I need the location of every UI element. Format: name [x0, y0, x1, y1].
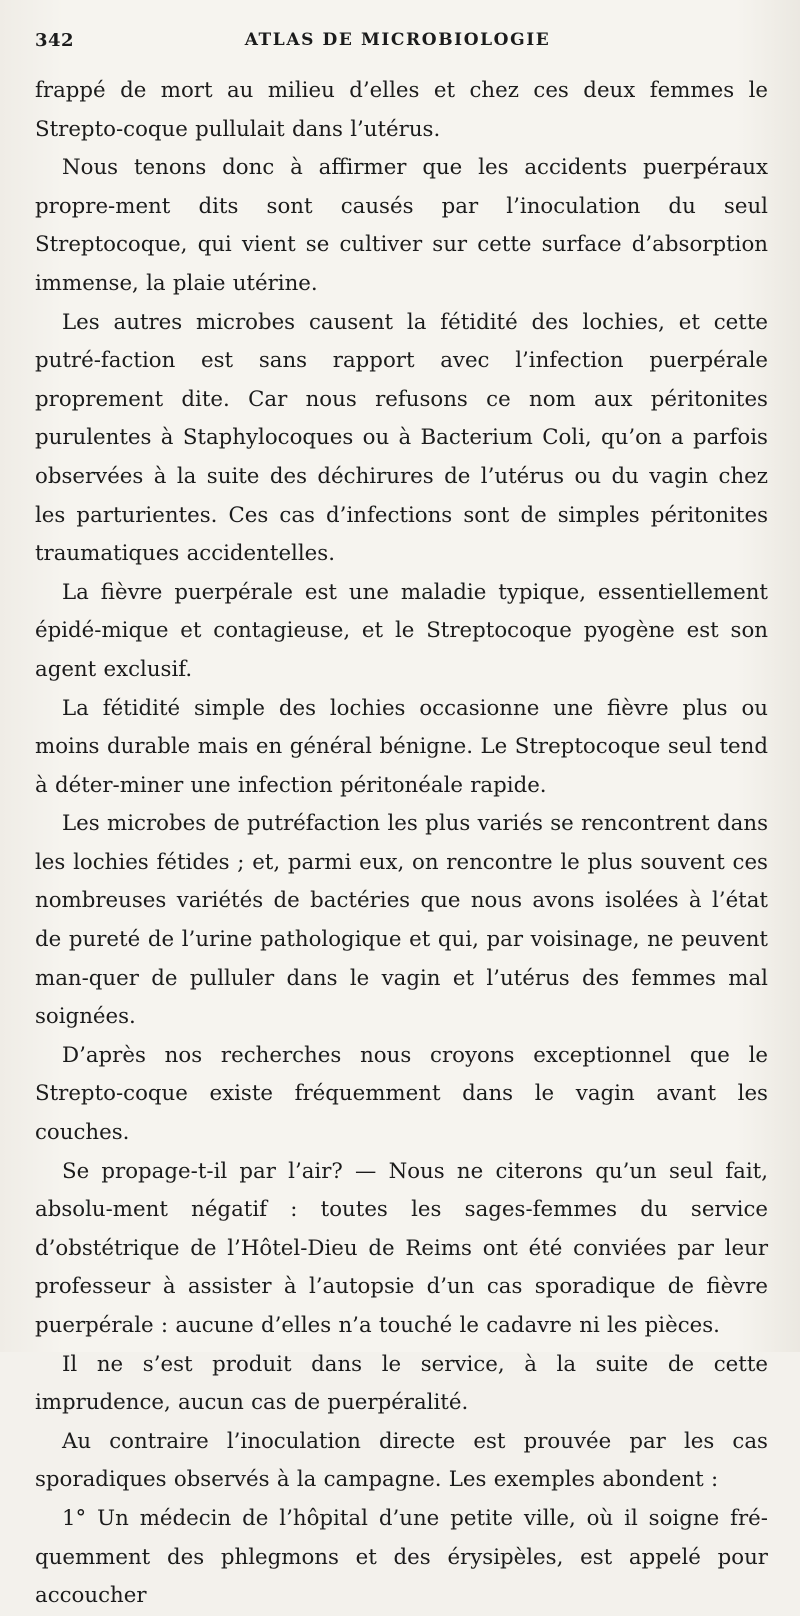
paragraph: Au contraire l’inoculation directe est prouvée par les cas sporadiques observés à la campagne. Les exemples abondent : [35, 1428, 768, 1493]
paragraph: Les autres microbes causent la fétidité des lochies, et cette putré-faction est sans rapport avec l’infection puerpérale proprement dite. Car nous refusons ce nom aux péritonites purulentes à Staphylocoques ou à Bacterium Coli, qu’on a parfois observées à la suite des déchirures de l’utérus ou du vagin chez les parturientes. Ces cas d’infections sont de simples péritonites traumatiques accidentelles. [35, 309, 768, 567]
paragraph: Nous tenons donc à affirmer que les accidents puerpéraux propre-ment dits sont causés par l’inoculation du seul Streptocoque, qui vient se cultiver sur cette surface d’absorption immense, la plaie utérine. [35, 155, 768, 296]
running-title: ATLAS DE MICROBIOLOGIE [244, 30, 551, 50]
paragraph: D’après nos recherches nous croyons exceptionnel que le Strepto-coque existe fréquemment dans le vagin avant les couches. [35, 1042, 768, 1146]
paragraph: frappé de mort au milieu d’elles et chez ces deux femmes le Strepto-coque pullulait dans l’utérus. [35, 78, 768, 142]
page-number: 342 [35, 30, 75, 51]
paragraph: 1° Un médecin de l’hôpital d’une petite ville, où il soigne fré-quemment des phlegmons et des érysipèles, est appelé pour accoucher [35, 1505, 768, 1609]
paragraph: La fétidité simple des lochies occasionne une fièvre plus ou moins durable mais en général bénigne. Le Streptocoque seul tend à déter-miner une infection péritonéale rapide. [35, 695, 768, 798]
page-header [35, 30, 760, 54]
paragraph: Il ne s’est produit dans le service, à la suite de cette imprudence, aucun cas de puerpéralité. [35, 1351, 768, 1416]
paragraph: Les microbes de putréfaction les plus variés se rencontrent dans les lochies fétides ; et, parmi eux, on rencontre le plus souvent ces nombreuses variétés de bactéries que nous avons isolées à l’état de pureté de l’urine pathologique et qui, par voisinage, ne peuvent man-quer de pulluler dans le vagin et l’utérus des femmes mal soignées. [35, 811, 768, 1030]
paragraph: Se propage-t-il par l’air? — Nous ne citerons qu’un seul fait, absolu-ment négatif : toutes les sages-femmes du service d’obstétrique de l’Hôtel-Dieu de Reims ont été conviées par leur professeur à assister à l’autopsie d’un cas sporadique de fièvre puerpérale : aucune d’elles n’a touché le cadavre ni les pièces. [35, 1158, 768, 1338]
paragraph: La fièvre puerpérale est une maladie typique, essentiellement épidé-mique et contagieuse, et le Streptocoque pyogène est son agent exclusif. [35, 579, 768, 682]
body-text [35, 72, 768, 1616]
